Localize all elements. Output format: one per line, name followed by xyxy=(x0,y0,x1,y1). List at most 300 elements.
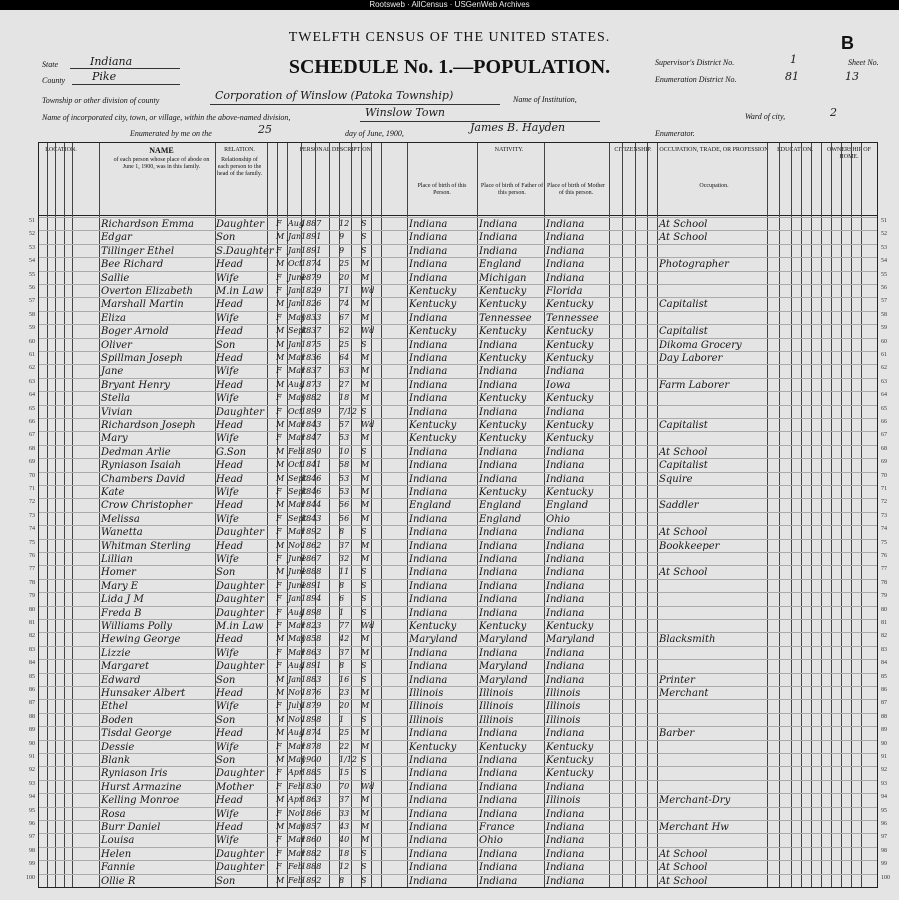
cell-age: 74 xyxy=(339,299,350,309)
cell-name: Jane xyxy=(101,366,124,378)
row-number-right: 98 xyxy=(881,847,887,854)
cell-age: 64 xyxy=(339,353,350,362)
cell-ms: Wd xyxy=(361,326,375,336)
cell-yr: 1866 xyxy=(301,808,322,818)
cell-birth: Indiana xyxy=(409,232,448,244)
cell-name: Mary xyxy=(101,433,128,445)
cell-sex: F xyxy=(276,835,282,845)
cell-father: England xyxy=(479,500,522,512)
cell-sex: F xyxy=(276,433,282,443)
cell-yr: 1843 xyxy=(301,420,322,429)
cell-rel: Head xyxy=(216,379,244,391)
cell-birth: Indiana xyxy=(409,567,448,579)
row-number-right: 70 xyxy=(881,472,887,479)
cell-father: Indiana xyxy=(479,808,518,820)
row-number-right: 86 xyxy=(881,687,887,693)
cell-father: Indiana xyxy=(479,728,518,740)
cell-rel: Son xyxy=(216,674,236,686)
cell-birth: Kentucky xyxy=(409,326,457,338)
cell-name: Crow Christopher xyxy=(101,500,192,512)
cell-sex: F xyxy=(276,647,282,657)
birthplace-caption: Place of birth of this Person. xyxy=(417,183,467,196)
cell-father: Illinois xyxy=(479,714,514,726)
cell-age: 18 xyxy=(339,393,350,403)
cell-mother: Indiana xyxy=(546,446,585,458)
state-underline xyxy=(70,68,180,69)
cell-name: Edgar xyxy=(101,232,132,244)
cell-birth: Indiana xyxy=(409,862,448,874)
cell-mo: Aug xyxy=(288,607,305,617)
cell-ms: M xyxy=(361,540,370,550)
cell-occ: Capitalist xyxy=(659,326,708,338)
cell-name: Bee Richard xyxy=(101,259,164,271)
cell-rel: Daughter xyxy=(216,527,264,539)
cell-ms: S xyxy=(361,607,367,617)
cell-occ: Blacksmith xyxy=(659,634,716,646)
cell-age: 62 xyxy=(339,326,350,336)
township-label: Township or other division of county xyxy=(42,96,160,105)
table-row xyxy=(29,472,887,486)
nativity-header: NATIVITY. xyxy=(494,147,524,153)
cell-rel: Daughter xyxy=(216,607,264,619)
cell-mother: Iowa xyxy=(546,379,571,391)
cell-rel: Son xyxy=(216,755,236,766)
cell-name: Chambers David xyxy=(101,473,186,485)
cell-age: 25 xyxy=(339,339,350,349)
cell-mo: Jan xyxy=(288,232,302,242)
cell-birth: Indiana xyxy=(409,835,448,847)
cell-father: Kentucky xyxy=(479,353,527,364)
cell-father: Kentucky xyxy=(479,420,527,431)
cell-ms: S xyxy=(361,875,367,885)
supervisor-label: Supervisor's District No. xyxy=(655,58,735,67)
cell-mother: Indiana xyxy=(546,527,585,539)
cell-mother: Indiana xyxy=(546,554,585,565)
cell-mother: Indiana xyxy=(546,540,585,552)
table-row xyxy=(29,378,887,392)
table-row xyxy=(29,606,887,620)
cell-birth: Illinois xyxy=(409,714,444,726)
cell-name: Mary E xyxy=(101,580,139,592)
cell-mo: Mar xyxy=(288,420,305,429)
row-number: 73 xyxy=(29,512,35,519)
cell-rel: Daughter xyxy=(216,848,264,860)
cell-name: Vivian xyxy=(101,406,133,418)
cell-mother: Florida xyxy=(546,286,583,297)
table-row xyxy=(29,646,887,660)
cell-mo: Mar xyxy=(288,433,305,443)
row-number-right: 53 xyxy=(881,244,887,251)
cell-mo: May xyxy=(288,634,306,644)
cell-mother: Indiana xyxy=(546,460,585,472)
cell-yr: 1837 xyxy=(301,366,322,376)
cell-age: 8 xyxy=(339,875,345,885)
cell-sex: M xyxy=(276,473,285,483)
cell-age: 1/12 xyxy=(339,755,357,764)
table-row xyxy=(29,632,887,646)
cell-ms: M xyxy=(361,487,370,496)
cell-birth: Indiana xyxy=(409,527,448,539)
cell-birth: Indiana xyxy=(409,781,448,793)
cell-ms: S xyxy=(361,661,367,671)
cell-mother: Indiana xyxy=(546,219,585,230)
cell-birth: Indiana xyxy=(409,259,448,271)
cell-yr: 1883 xyxy=(301,674,322,684)
cell-age: 9 xyxy=(339,245,345,255)
cell-ms: M xyxy=(361,500,370,510)
table-row xyxy=(29,324,887,338)
cell-name: Bryant Henry xyxy=(101,379,170,391)
cell-mother: Illinois xyxy=(546,701,581,713)
cell-mother: Indiana xyxy=(546,272,585,284)
cell-birth: Indiana xyxy=(409,554,448,565)
cell-sex: M xyxy=(276,420,285,429)
cell-father: Indiana xyxy=(479,379,518,391)
cell-rel: Wife xyxy=(216,513,239,525)
cell-birth: Indiana xyxy=(409,875,448,887)
cell-birth: Indiana xyxy=(409,219,448,230)
cell-mother: Indiana xyxy=(546,822,585,833)
row-number: 94 xyxy=(29,794,35,801)
cell-name: Louisa xyxy=(101,835,135,847)
cell-occ: Day Laborer xyxy=(659,353,723,364)
row-number-right: 54 xyxy=(881,258,887,265)
cell-ms: S xyxy=(361,245,367,255)
cell-yr: 1844 xyxy=(301,500,322,510)
cell-mo: Oct xyxy=(288,259,303,269)
cell-sex: M xyxy=(276,822,285,831)
row-number: 60 xyxy=(29,338,35,345)
cell-ms: Wd xyxy=(361,781,375,791)
cell-ms: M xyxy=(361,688,370,697)
enumeration-label: Enumeration District No. xyxy=(655,75,737,84)
row-number-right: 80 xyxy=(881,606,887,613)
cell-sex: M xyxy=(276,728,285,738)
cell-birth: Indiana xyxy=(409,272,448,284)
cell-father: Maryland xyxy=(479,661,528,673)
cell-mo: Mar xyxy=(288,835,305,845)
row-number: 72 xyxy=(29,499,35,506)
cell-name: Helen xyxy=(101,848,132,860)
enumerated-day: 25 xyxy=(258,123,272,136)
table-row xyxy=(29,230,887,244)
cell-rel: Daughter xyxy=(216,661,264,673)
cell-ms: M xyxy=(361,299,370,309)
cell-mo: Oct xyxy=(288,460,303,470)
schedule-title: SCHEDULE No. 1.—POPULATION. xyxy=(288,56,611,78)
cell-yr: 1829 xyxy=(301,286,322,295)
cell-birth: Maryland xyxy=(409,634,458,646)
row-number: 65 xyxy=(29,405,35,412)
cell-mo: Jan xyxy=(288,339,302,349)
row-number-right: 95 xyxy=(881,807,887,814)
enumerator-label: Enumerator. xyxy=(655,129,695,138)
cell-ms: S xyxy=(361,406,367,416)
row-number-right: 67 xyxy=(881,432,887,439)
cell-yr: 1891 xyxy=(301,661,322,671)
cell-birth: Indiana xyxy=(409,822,448,833)
cell-mo: Sept xyxy=(288,326,307,336)
cell-yr: 1882 xyxy=(301,393,322,403)
row-number: 64 xyxy=(29,392,35,399)
cell-mo: Aug xyxy=(288,379,305,389)
table-row xyxy=(29,740,887,754)
row-number-right: 62 xyxy=(881,365,887,372)
cell-occ: At School xyxy=(659,875,708,887)
cell-mother: Kentucky xyxy=(546,420,594,431)
cell-rel: Wife xyxy=(216,554,239,565)
table-row xyxy=(29,391,887,405)
cell-name: Lizzie xyxy=(101,647,131,659)
cell-occ: Dikoma Grocery xyxy=(659,339,742,351)
row-number: 76 xyxy=(29,553,35,559)
row-number-right: 64 xyxy=(881,392,887,399)
cell-birth: Indiana xyxy=(409,339,448,351)
cell-father: Indiana xyxy=(479,527,518,539)
table-row xyxy=(29,271,887,285)
father-caption: Place of birth of Father of this person. xyxy=(480,183,544,196)
cell-sex: F xyxy=(276,513,282,523)
relation-caption: Relationship of each person to the head of the family. xyxy=(217,157,262,177)
ward-value: 2 xyxy=(830,106,837,119)
cell-sex: F xyxy=(276,487,282,496)
cell-sex: M xyxy=(276,795,285,805)
table-row xyxy=(29,753,887,767)
cell-occ: Squire xyxy=(659,473,693,485)
cell-mother: Indiana xyxy=(546,232,585,244)
cell-father: Indiana xyxy=(479,781,518,793)
cell-rel: Wife xyxy=(216,741,239,753)
cell-name: Boger Arnold xyxy=(101,326,169,338)
cell-sex: M xyxy=(276,540,285,550)
cell-father: Kentucky xyxy=(479,393,527,405)
cell-father: Michigan xyxy=(479,272,527,284)
row-number-right: 89 xyxy=(881,727,887,734)
cell-sex: F xyxy=(276,607,282,617)
row-number-right: 65 xyxy=(881,405,887,412)
cell-mother: Indiana xyxy=(546,808,585,820)
supervisor-value: 1 xyxy=(790,53,797,66)
cell-age: 57 xyxy=(339,420,350,429)
cell-occ: Bookkeeper xyxy=(659,540,720,552)
cell-age: 37 xyxy=(339,647,350,657)
row-number-right: 63 xyxy=(881,378,887,385)
table-row xyxy=(29,619,887,633)
cell-sex: F xyxy=(276,366,282,376)
cell-sex: F xyxy=(276,594,282,604)
cell-mo: Jan xyxy=(288,594,302,604)
row-number: 84 xyxy=(29,660,35,667)
cell-father: Indiana xyxy=(479,446,518,458)
cell-mo: Mar xyxy=(288,848,305,858)
cell-rel: Son xyxy=(216,339,236,351)
cell-mother: Indiana xyxy=(546,594,585,606)
cell-mother: Kentucky xyxy=(546,339,594,351)
cell-age: 40 xyxy=(339,835,350,845)
table-row xyxy=(29,766,887,780)
row-number: 63 xyxy=(29,378,35,385)
state-label: State xyxy=(42,60,58,69)
cell-birth: Indiana xyxy=(409,460,448,472)
relation-header: RELATION. xyxy=(224,147,255,153)
mother-caption: Place of birth of Mother of this person. xyxy=(547,183,605,196)
name-caption: of each person whose place of abode on June 1, 1900, was in this family. xyxy=(113,157,210,170)
cell-birth: Indiana xyxy=(409,487,448,498)
table-row xyxy=(29,673,887,687)
cell-mother: Indiana xyxy=(546,661,585,673)
enumerator-name: James B. Hayden xyxy=(470,121,566,134)
cell-yr: 1826 xyxy=(301,299,322,309)
cell-sex: F xyxy=(276,768,282,778)
cell-age: 11 xyxy=(339,567,350,577)
row-number-right: 90 xyxy=(881,740,887,747)
cell-mo: Feb xyxy=(288,875,303,885)
cell-name: Tillinger Ethel xyxy=(101,245,175,257)
cell-father: Illinois xyxy=(479,688,514,699)
cell-rel: Head xyxy=(216,500,244,512)
cell-father: Indiana xyxy=(479,875,518,887)
row-number-right: 72 xyxy=(881,499,887,506)
cell-ms: M xyxy=(361,353,370,362)
cell-mo: June xyxy=(288,580,307,590)
row-number-right: 66 xyxy=(881,419,887,425)
cell-sex: M xyxy=(276,674,285,684)
cell-mo: Feb xyxy=(288,862,303,872)
cell-rel: Daughter xyxy=(216,406,264,418)
cell-name: Homer xyxy=(101,567,136,579)
row-number: 53 xyxy=(29,244,35,251)
cell-rel: Head xyxy=(216,353,244,364)
cell-mo: June xyxy=(288,272,307,282)
cell-mother: Indiana xyxy=(546,728,585,740)
cell-father: Indiana xyxy=(479,567,518,579)
cell-sex: F xyxy=(276,554,282,563)
city-label: Name of incorporated city, town, or village, within the above-named division, xyxy=(42,113,291,122)
row-number-right: 57 xyxy=(881,298,887,305)
cell-sex: M xyxy=(276,460,285,470)
cell-father: Indiana xyxy=(479,594,518,606)
cell-age: 53 xyxy=(339,433,350,443)
cell-mo: Apr xyxy=(288,795,303,805)
enumeration-value: 81 xyxy=(785,70,799,83)
cell-age: 63 xyxy=(339,366,350,376)
cell-yr: 1857 xyxy=(301,822,322,831)
row-number: 58 xyxy=(29,311,35,318)
cell-sex: F xyxy=(276,272,282,282)
cell-mother: Indiana xyxy=(546,259,585,271)
cell-age: 8 xyxy=(339,661,345,671)
cell-mother: Illinois xyxy=(546,688,581,699)
cell-father: Indiana xyxy=(479,540,518,552)
cell-ms: S xyxy=(361,580,367,590)
cell-birth: Indiana xyxy=(409,848,448,860)
cell-name: Freda B xyxy=(101,607,142,619)
table-row xyxy=(29,244,887,258)
row-number: 62 xyxy=(29,365,35,372)
cell-name: Blank xyxy=(101,755,131,766)
cell-rel: Wife xyxy=(216,835,239,847)
cell-rel: Daughter xyxy=(216,594,264,606)
cell-birth: Indiana xyxy=(409,513,448,525)
cell-occ: Printer xyxy=(659,674,695,686)
row-number: 88 xyxy=(29,713,35,720)
cell-yr: 1879 xyxy=(301,272,322,282)
cell-mother: Indiana xyxy=(546,835,585,847)
cell-father: Indiana xyxy=(479,473,518,485)
row-number-right: 97 xyxy=(881,834,887,841)
cell-father: Kentucky xyxy=(479,326,527,338)
cell-name: Marshall Martin xyxy=(101,299,184,311)
cell-yr: 1836 xyxy=(301,353,322,362)
cell-age: 12 xyxy=(339,219,350,228)
cell-yr: 1891 xyxy=(301,580,322,590)
cell-mother: Maryland xyxy=(546,634,595,646)
cell-name: Ethel xyxy=(101,701,128,713)
cell-age: 16 xyxy=(339,674,350,684)
cell-name: Dessie xyxy=(101,741,135,753)
cell-yr: 1858 xyxy=(301,634,322,644)
cell-birth: England xyxy=(409,500,452,512)
cell-sex: M xyxy=(276,634,285,644)
enumerated-label: Enumerated by me on the xyxy=(130,129,212,138)
row-number-right: 99 xyxy=(881,861,887,868)
township-underline xyxy=(210,104,500,105)
cell-rel: Wife xyxy=(216,701,239,713)
cell-name: Margaret xyxy=(101,661,150,673)
cell-rel: Wife xyxy=(216,366,239,378)
location-header: LOCATION. xyxy=(45,147,77,153)
table-row xyxy=(29,284,887,298)
cell-mo: Oct xyxy=(288,406,303,416)
state-value: Indiana xyxy=(90,55,133,68)
cell-mo: Aug xyxy=(288,219,305,228)
cell-mo: May xyxy=(288,822,306,831)
cell-name: Ollie R xyxy=(101,875,136,887)
cell-mo: June xyxy=(288,554,307,563)
row-number-right: 75 xyxy=(881,539,887,546)
cell-sex: F xyxy=(276,580,282,590)
census-grid xyxy=(26,142,890,888)
cell-age: 20 xyxy=(339,272,350,282)
table-row xyxy=(29,539,887,553)
cell-yr: 1862 xyxy=(301,540,322,550)
row-number: 82 xyxy=(29,633,35,640)
cell-mother: Kentucky xyxy=(546,755,594,766)
cell-birth: Indiana xyxy=(409,580,448,592)
row-number: 55 xyxy=(29,271,35,278)
cell-age: 37 xyxy=(339,540,350,550)
cell-mo: Mar xyxy=(288,647,305,657)
cell-yr: 1888 xyxy=(301,567,322,577)
cell-rel: Head xyxy=(216,326,244,338)
table-row xyxy=(29,807,887,821)
cell-age: 18 xyxy=(339,848,350,858)
cell-yr: 1863 xyxy=(301,795,322,805)
header-divider xyxy=(39,215,877,216)
cell-sex: M xyxy=(276,326,285,336)
cell-rel: Wife xyxy=(216,647,239,659)
cell-mother: England xyxy=(546,500,589,512)
institution-label: Name of Institution, xyxy=(513,95,577,104)
cell-mother: Illinois xyxy=(546,714,581,726)
cell-name: Kelling Monroe xyxy=(101,795,180,807)
county-label: County xyxy=(42,76,66,85)
cell-name: Wanetta xyxy=(101,527,143,539)
table-row xyxy=(29,445,887,459)
cell-age: 70 xyxy=(339,781,350,791)
cell-mother: Indiana xyxy=(546,406,585,418)
cell-ms: S xyxy=(361,674,367,684)
